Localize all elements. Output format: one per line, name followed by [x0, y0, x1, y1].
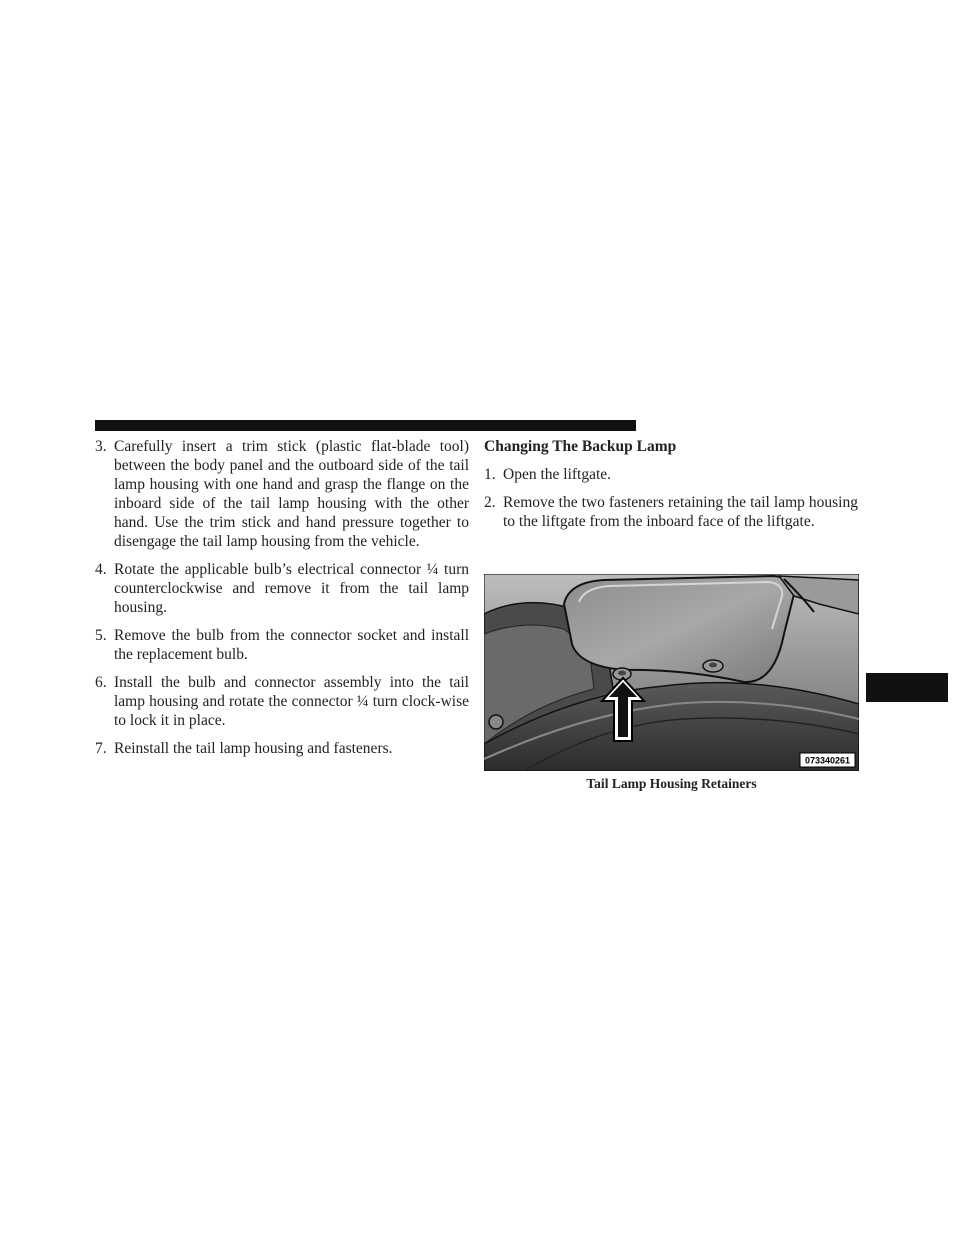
step-text: Install the bulb and connector assembly into the tail lamp housing and rotate the connector ¼ turn clock-wise to lock it in place. [114, 674, 469, 729]
step-number: 1. [484, 466, 496, 483]
step-6 [95, 673, 469, 730]
tail-lamp-figure [484, 574, 859, 771]
section-divider-bar [95, 420, 636, 431]
step-text: Carefully insert a trim stick (plastic flat-blade tool) between the body panel and the outboard side of the tail lamp housing with one hand and grasp the flange on the inboard side of the tail lamp housing with the other hand. Use the trim stick and hand pressure together to disengage the tail lamp housing from the vehicle. [114, 438, 469, 550]
step-1 [484, 465, 858, 484]
figure-caption: Tail Lamp Housing Retainers [586, 776, 757, 791]
tail-lamp-illustration [484, 574, 859, 771]
step-2 [484, 493, 858, 531]
image-code: 073340261 [804, 755, 851, 766]
step-text: Reinstall the tail lamp housing and fasteners. [114, 740, 393, 757]
step-number: 6. [95, 674, 107, 691]
step-7 [95, 739, 469, 758]
step-number: 7. [95, 740, 107, 757]
step-text: Open the liftgate. [503, 466, 612, 483]
step-number: 3. [95, 438, 107, 455]
step-5 [95, 626, 469, 664]
step-text: Remove the bulb from the connector socket and install the replacement bulb. [114, 627, 469, 663]
section-tab-marker [866, 673, 948, 702]
step-4 [95, 560, 469, 617]
step-text: Rotate the applicable bulb’s electrical connector ¼ turn counterclockwise and remove it from the tail lamp housing. [114, 561, 469, 616]
right-column [484, 437, 858, 540]
section-heading: Changing The Backup Lamp [484, 438, 677, 455]
step-3 [95, 437, 469, 551]
step-number: 5. [95, 627, 107, 644]
step-number: 4. [95, 561, 107, 578]
step-number: 2. [484, 494, 496, 511]
step-text: Remove the two fasteners retaining the tail lamp housing to the liftgate from the inboard face of the liftgate. [503, 494, 858, 530]
left-column [95, 437, 469, 767]
